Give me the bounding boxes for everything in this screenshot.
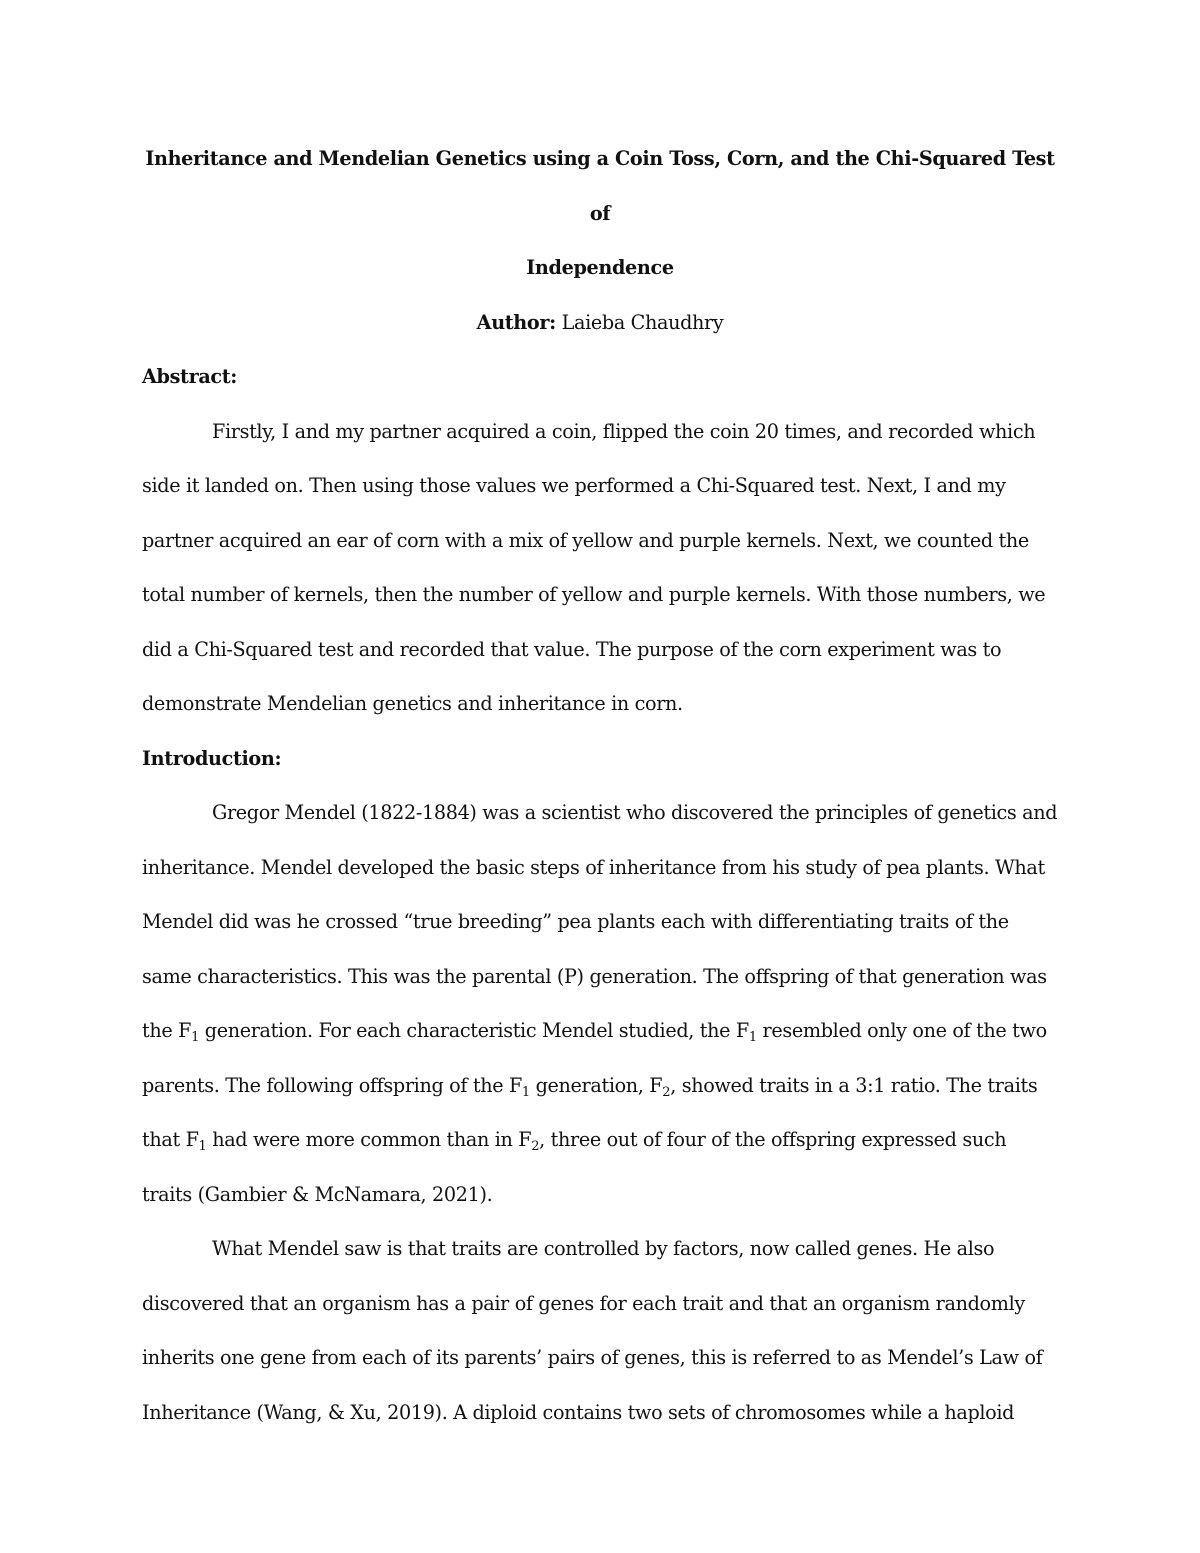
subscript: 1 <box>748 1030 757 1045</box>
title-line-2: Independence <box>526 256 674 279</box>
subscript: 1 <box>521 1084 530 1100</box>
abstract-heading: Abstract: <box>142 365 237 388</box>
title-line-1: Inheritance and Mendelian Genetics using a Coin Toss, Corn, and the Chi-Squared Test of <box>145 147 1055 225</box>
abstract-paragraph: Firstly, I and my partner acquired a coin, flipped the coin 20 times, and recorded which side it landed on. Then using those values we performed a Chi-Squared test. Next, I and my partner acquired an ear of corn with a mix of yellow and purple kernels. Next, we counted the total number of kernels, then the number of yellow and purple kernels. With those numbers, we did a Chi-Squared test and recorded that value. The purpose of the corn experiment was to demonstrate Mendelian genetics and inheritance in corn. <box>142 419 1046 715</box>
introduction-paragraph-1: Gregor Mendel (1822-1884) was a scientist who discovered the principles of genetics and inheritance. Mendel developed the basic steps of inheritance from his study of pea plants. What Mendel did was he crossed “true breeding” pea plants each with differentiating traits of the same characteristics. This was the parental (P) generation. The offspring of that generation was the $F_1$ generation. For each characteristic Mendel studied, the $F_1$ resembled only one of the two parents. The following offspring of the $F_1$ generation, $F_2$, showed traits in a 3:1 ratio. The traits that $F_1$ had were more common than in $F_2$, three out of four of the offspring expressed such traits (Gambier & McNamara, 2021). <box>142 801 1058 1206</box>
author-line <box>142 296 1058 351</box>
introduction-paragraph-2: What Mendel saw is that traits are controlled by factors, now called genes. He also discovered that an organism has a pair of genes for each trait and that an organism randomly inherits one gene from each of its parents’ pairs of genes, this is referred to as Mendel’s Law of Inheritance (Wang, & Xu, 2019). A diploid contains two sets of chromosomes while a haploid <box>142 1237 1043 1424</box>
subscript: 2 <box>531 1139 540 1154</box>
document-title <box>142 132 1058 296</box>
subscript: 1 <box>198 1139 207 1154</box>
author-label: Author: <box>476 310 556 334</box>
subscript: 2 <box>662 1084 671 1100</box>
introduction-heading: Introduction: <box>142 746 282 770</box>
subscript: 1 <box>191 1030 200 1045</box>
document-body <box>142 132 1058 1440</box>
author-name: Laieba Chaudhry <box>561 310 724 334</box>
